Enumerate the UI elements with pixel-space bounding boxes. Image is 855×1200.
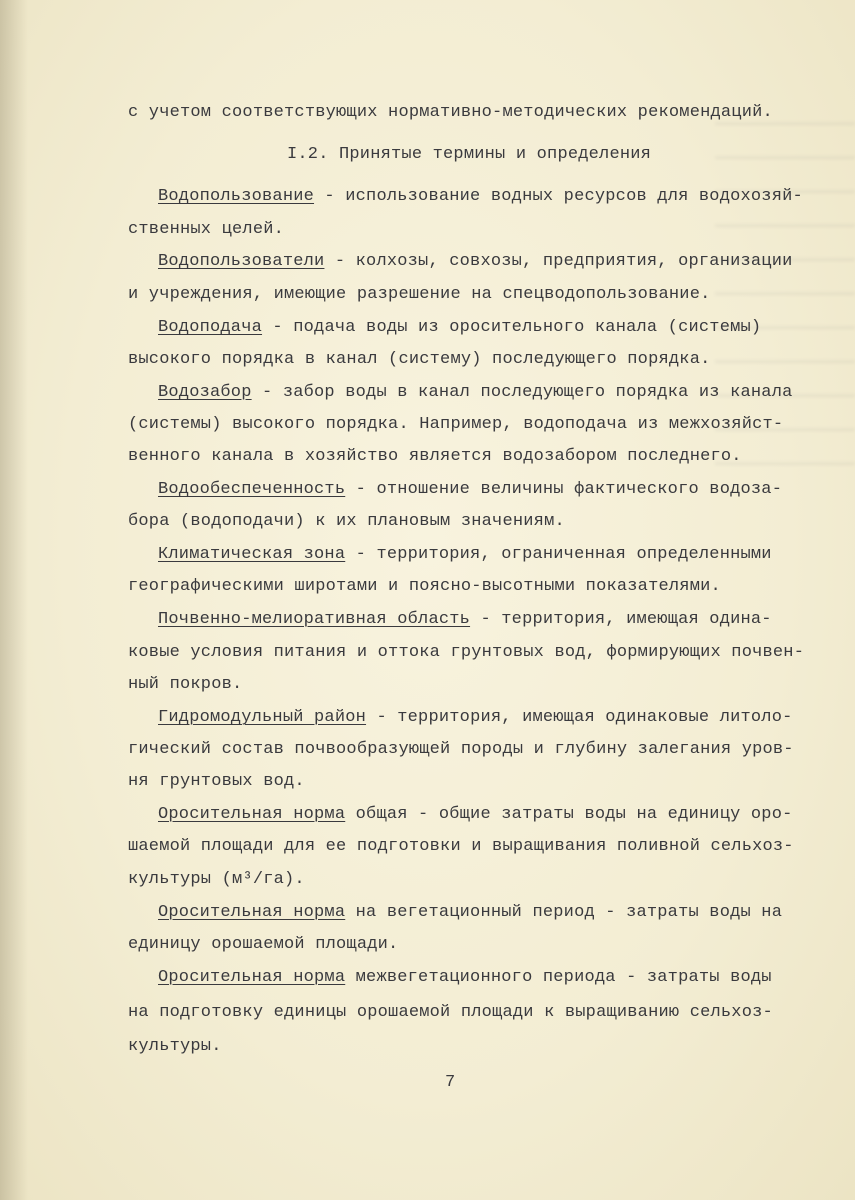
definition-text: на вегетационный период - затраты воды на [345,903,783,922]
page-edge-shadow [0,0,28,1200]
definition-text: - территория, имеющая одинаковые литоло- [366,708,793,727]
definition-text: - отношение величины фактического водоза- [345,480,783,499]
definition-term: Водопользователи [158,252,325,271]
definition-continuation: ковые условия питания и оттока грунтовых вод, формирующих почвен- [128,643,805,662]
page-number: 7 [445,1073,456,1092]
definition-continuation: на подготовку единицы орошаемой площади к выращиванию сельхоз- [128,1003,773,1022]
definition-continuation: географическими широтами и поясно-высотными показателями. [128,577,721,596]
definition-text: - колхозы, совхозы, предприятия, организации [324,252,793,271]
intro-line: с учетом соответствующих нормативно-методических рекомендаций. [128,103,773,122]
definition-term: Водоподача [158,318,263,337]
definition-pochvenno-meliorativnaya-oblast [158,610,772,630]
definition-text: - территория, имеющая одина- [470,610,772,629]
definition-text: - подача воды из оросительного канала (системы) [262,318,762,337]
definition-continuation: единицу орошаемой площади. [128,935,399,954]
definition-term: Климатическая зона [158,545,346,564]
definition-text: - территория, ограниченная определенными [345,545,772,564]
definition-vodopolzovanie [158,187,803,207]
definition-vodopodacha [158,318,761,338]
definition-vodopolzovateli [158,252,793,272]
definition-text: - забор воды в канал последующего порядка из канала [251,383,793,402]
definition-orositelnaya-norma-mezhvegetacionnaya [158,968,772,988]
definition-term: Оросительная норма [158,903,346,922]
definition-klimaticheskaya-zona [158,545,772,565]
definition-continuation: бора (водоподачи) к их плановым значениям. [128,512,565,531]
definition-continuation: и учреждения, имеющие разрешение на спецводопользование. [128,285,711,304]
definition-vodozabor [158,383,793,403]
definition-term: Оросительная норма [158,968,346,987]
definition-term: Оросительная норма [158,805,346,824]
definition-term: Гидромодульный район [158,708,367,727]
definition-orositelnaya-norma-vegetacionnaya [158,903,782,923]
definition-vodoobespechennost [158,480,782,500]
section-heading: I.2. Принятые термины и определения [287,145,652,164]
definition-continuation: культуры (м³/га). [128,870,305,889]
definition-term: Водозабор [158,383,252,402]
definition-continuation: ный покров. [128,675,243,694]
definition-continuation: венного канала в хозяйство является водозабором последнего. [128,447,742,466]
definition-gidromodulnyi-raion [158,708,793,728]
definition-term: Почвенно-мелиоративная область [158,610,471,629]
definition-continuation: шаемой площади для ее подготовки и выращивания поливной сельхоз- [128,837,794,856]
definition-text: общая - общие затраты воды на единицу оро- [345,805,793,824]
definition-term: Водообеспеченность [158,480,346,499]
definition-continuation: гический состав почвообразующей породы и глубину залегания уров- [128,740,794,759]
definition-text: - использование водных ресурсов для водохозяй- [314,187,803,206]
definition-orositelnaya-norma-obshchaya [158,805,793,825]
definition-continuation: ня грунтовых вод. [128,772,305,791]
definition-continuation: культуры. [128,1037,222,1056]
definition-continuation: (системы) высокого порядка. Например, водоподача из межхозяйст- [128,415,784,434]
definition-text: межвегетационного периода - затраты воды [345,968,772,987]
definition-continuation: высокого порядка в канал (систему) последующего порядка. [128,350,711,369]
definition-continuation: ственных целей. [128,220,285,239]
definition-term: Водопользование [158,187,315,206]
